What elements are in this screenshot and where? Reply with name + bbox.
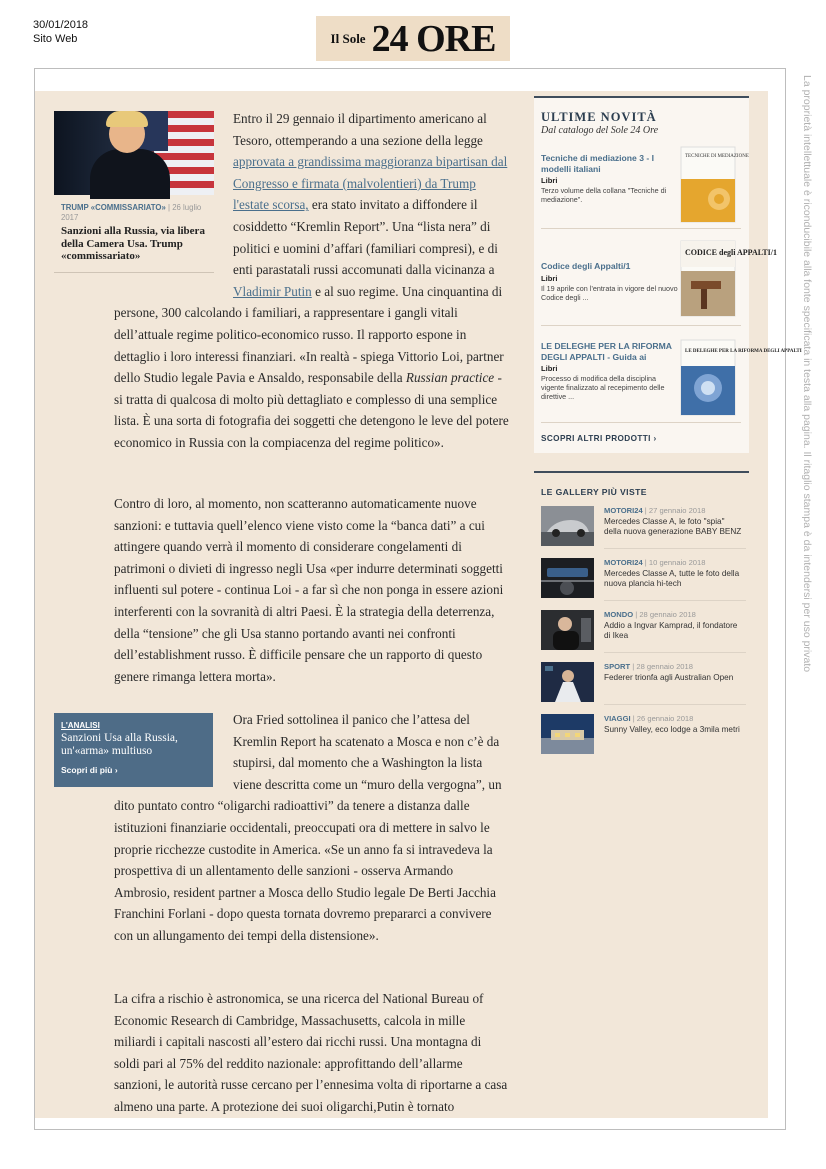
gallery-meta: MOTORI24 | 10 gennaio 2018 xyxy=(604,558,706,567)
gallery-divider xyxy=(604,548,746,549)
gallery-section[interactable]: SPORT xyxy=(604,662,631,671)
book-cover-deleghe[interactable] xyxy=(681,340,802,415)
novita-more-link[interactable] xyxy=(541,434,657,443)
copyright-note xyxy=(797,75,813,735)
p1-italic: Russian practice xyxy=(405,370,495,386)
dashboard-thumbnail[interactable] xyxy=(541,558,594,598)
novita-title: ULTIME NOVITÀ xyxy=(541,110,657,124)
copyright-note-text: La proprietà intellettuale è riconducibile alla fonte specificata in testa alla pagina. Il ritaglio stampa è da intendersi per uso privato xyxy=(801,75,813,673)
gallery-date: 28 gennaio 2018 xyxy=(639,610,696,619)
gallery-divider xyxy=(604,600,746,601)
logo-small-text: Il Sole xyxy=(330,30,366,46)
product-divider xyxy=(541,422,741,423)
novita-panel xyxy=(534,96,802,453)
article-paragraph-3 xyxy=(114,709,510,947)
product-divider xyxy=(541,325,741,326)
gallery-meta: MOTORI24 | 27 gennaio 2018 xyxy=(604,506,706,515)
article-paragraph-4: La cifra a rischio è astronomica, se una ricerca del National Bureau of Economic Research di Cambridge, Massachusetts, calcola in mille miliardi i capitali nascosti all’estero dai ricchi russi. Una montagna di soldi pari al 75% del reddito nazionale: approfittando dell’allarme sanzioni, le autorità russe cercano per l’ennesima volta di riportarne a casa almeno una parte. A protezione dei suoi oligarchi,Putin è tornato xyxy=(114,991,508,1114)
gallery-section[interactable]: VIAGGI xyxy=(604,714,631,723)
gallery-title: LE GALLERY PIÙ VISTE xyxy=(541,487,647,497)
product-title[interactable]: LE DELEGHE PER LA RIFORMA DEGLI APPALTI - Guida ai xyxy=(541,341,672,362)
article-paragraph-2: Contro di loro, al momento, non scatteranno automaticamente nuove sanzioni: e tuttavia quell’elenco viene visto come la “banca dati” a cui attingere quando verrà il momento di considerare congelamenti di patrimoni o divieti di ingresso negli Usa «per indurre determinati soggetti influenti sul potere - continua Loi - a far sì che non ponga in essere azioni interferenti con la sovranità di altri Paesi. È la strategia della deterrenza, della “tensione” che gli Usa stanno portando avanti nei confronti dell’establishment russo. È difficile pensare che un rapporto di questo genere rimanga lettera morta». xyxy=(114,496,504,684)
cover-text-2: CODICE degli APPALTI/1 xyxy=(685,248,778,257)
masthead-logo xyxy=(316,16,510,61)
gallery-item-title[interactable]: Mercedes Classe A, tutte le foto della nuova plancia hi-tech xyxy=(604,569,740,589)
gallery-date: 27 gennaio 2018 xyxy=(648,506,706,515)
gallery-item-title[interactable]: Federer trionfa agli Australian Open xyxy=(604,673,734,682)
putin-link[interactable]: Vladimir Putin xyxy=(233,283,312,299)
book-cover-codice[interactable] xyxy=(681,241,778,316)
gallery-item-title[interactable]: Sunny Valley, eco lodge a 3mila metri xyxy=(604,725,740,734)
p1-text-a: Entro il 29 gennaio il dipartimento americano al Tesoro, ottemperando a una sezione della legge xyxy=(233,111,487,148)
congress-law-link[interactable]: approvata a grandissima maggioranza bipartisan dal Congresso e firmata (malvolentieri) da Trump l'estate scorsa, xyxy=(233,154,508,213)
novita-subtitle: Dal catalogo del Sole 24 Ore xyxy=(541,125,659,136)
inset-separator: | xyxy=(168,203,173,212)
inset-kicker[interactable]: TRUMP «COMMISSARIATO» xyxy=(61,203,166,212)
gallery-section[interactable]: MOTORI24 xyxy=(604,558,643,567)
p1-text-c: e al suo regime. Una cinquantina di persone, 300 calcolando i familiari, a rappresentare i gangli vitali dell’attuale regime politico-economico russo. Il rapporto espone in dettaglio i loro interessi finanziari. «In realtà - spiega Vittorio Loi, partner dello Studio legale Pavia e Ansaldo, responsabile della xyxy=(114,283,504,386)
tennis-thumbnail[interactable] xyxy=(541,662,594,702)
gallery-item-title[interactable]: Mercedes Classe A, le foto "spia" della nuova generazione BABY BENZ xyxy=(604,517,742,537)
p1-text-b: era stato invitato a diffondere il cosiddetto “Kremlin Report”. Una “lista nera” di politici e uomini d’affari (familiari compresi), e di enti parastatali russi accomunati dalla vicinanza a xyxy=(233,197,498,278)
gallery-date: 10 gennaio 2018 xyxy=(648,558,706,567)
gallery-item-title[interactable]: Addio a Ingvar Kamprad, il fondatore di Ikea xyxy=(604,621,738,641)
analisi-label[interactable]: L'ANALISI xyxy=(61,721,100,730)
gallery-date: 28 gennaio 2018 xyxy=(636,662,693,671)
gallery-meta: SPORT | 28 gennaio 2018 xyxy=(604,662,693,671)
chevron-right-icon: › xyxy=(114,765,118,775)
analisi-more-label: Scopri di più xyxy=(61,765,113,775)
gallery-meta: VIAGGI | 26 gennaio 2018 xyxy=(604,714,694,723)
car-thumbnail[interactable] xyxy=(541,506,594,546)
gallery-panel xyxy=(534,471,749,773)
gallery-divider xyxy=(604,652,746,653)
book-cover-mediazione[interactable] xyxy=(681,147,749,222)
chevron-right-icon: › xyxy=(653,434,657,443)
p3-text: Ora Fried sottolinea il panico che l’attesa del Kremlin Report ha scatenato a Mosca e non c’è da stupirsi, dal momento che a Washington la lista viene descritta come un “muro della vergogna”, un dito puntato contro “oligarchi radioattivi” da tenere a distanza dalle istituzioni finanziarie occidentali, preoccupati ora di mettere in salvo le proprie ricchezze custodite in America. «Se un anno fa si intravedeva la prospettiva di un allentamento delle sanzioni - osserva Armando Ambrosio, resident partner a Mosca dello Studio legale De Berti Jacchia Franchini Forlani - dopo questa tornata dovremo prepararci a convivere con un allungamento dei tempi della distensione». xyxy=(114,712,502,943)
gallery-meta: MONDO | 28 gennaio 2018 xyxy=(604,610,696,619)
gallery-divider xyxy=(604,704,746,705)
header-meta xyxy=(33,18,88,46)
gallery-date: 26 gennaio 2018 xyxy=(636,714,694,723)
p1-text-d: - si tratta di qualcosa di molto più dettagliato e complesso di una semplice lista. È una sorta di fotografia dei soggetti che detengono le leve del potere economico in Russia con la compiacenza del regime politico». xyxy=(114,370,509,450)
product-divider xyxy=(541,228,741,229)
portrait-thumbnail[interactable] xyxy=(541,610,594,650)
article-paragraph-1 xyxy=(114,108,510,454)
product-title[interactable]: Codice degli Appalti/1 xyxy=(541,261,631,271)
gallery-section[interactable]: MONDO xyxy=(604,610,634,619)
novita-more-label: SCOPRI ALTRI PRODOTTI xyxy=(541,434,651,443)
publication-date: 30/01/2018 xyxy=(33,19,89,31)
inset-title[interactable]: Sanzioni alla Russia, via libera della Camera Usa. Trump «commissariato» xyxy=(61,225,205,262)
lodge-thumbnail[interactable] xyxy=(541,714,594,754)
product-description: Processo di modifica della disciplina vigente finalizzato al recepimento delle direttive ... xyxy=(541,374,665,402)
article-page xyxy=(35,91,802,1118)
clipping-frame xyxy=(34,68,802,1130)
product-description: Terzo volume della collana "Tecniche di mediazione". xyxy=(541,186,667,205)
product-title[interactable]: Tecniche di mediazione 3 - I modelli italiani xyxy=(541,153,655,174)
analisi-title[interactable]: Sanzioni Usa alla Russia, un'«arma» multiuso xyxy=(61,732,178,757)
cover-text-3: LE DELEGHE PER LA RIFORMA DEGLI APPALTI xyxy=(685,349,802,354)
publication-source: Sito Web xyxy=(33,33,78,45)
cover-text-1: TECNICHE DI MEDIAZIONE xyxy=(685,154,749,159)
analisi-more-link[interactable] xyxy=(61,765,118,775)
product-description: Il 19 aprile con l’entrata in vigore del nuovo Codice degli ... xyxy=(541,283,678,302)
product-category: Libri xyxy=(541,364,558,373)
logo-big-text: 24 ORE xyxy=(371,17,496,60)
inset-date: 26 luglio 2017 xyxy=(61,203,202,222)
product-category: Libri xyxy=(541,176,558,185)
gallery-section[interactable]: MOTORI24 xyxy=(604,506,643,515)
product-category: Libri xyxy=(541,273,558,283)
